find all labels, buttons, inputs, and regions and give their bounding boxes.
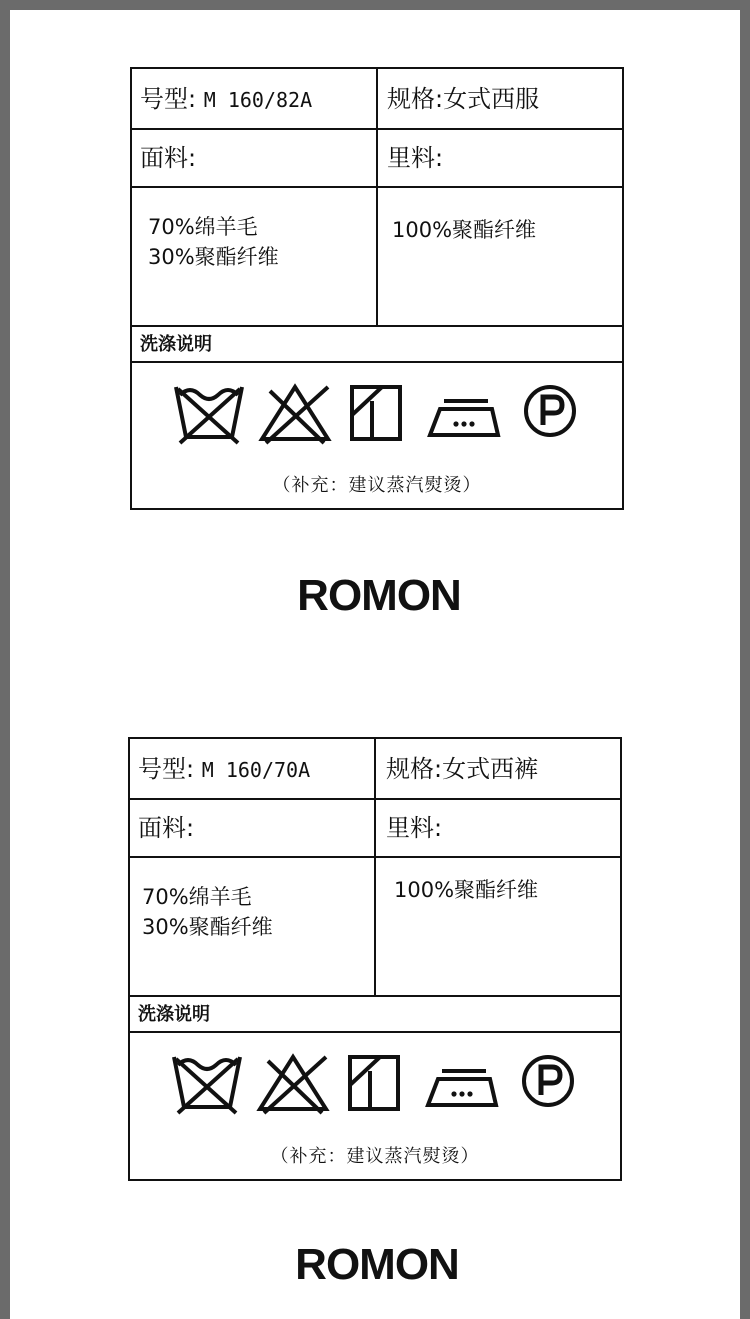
- do-not-wash-icon: [170, 1051, 244, 1117]
- do-not-wash-icon: [172, 381, 246, 447]
- fabric-label: 面料:: [138, 814, 195, 842]
- do-not-tumble-dry-icon: [346, 1051, 402, 1117]
- spec-value: 女式西服: [443, 85, 540, 113]
- wash-instructions-title: 洗涤说明: [138, 1004, 210, 1025]
- wash-instructions-title: 洗涤说明: [140, 334, 212, 355]
- lining-composition: [392, 215, 536, 245]
- document-page: [10, 10, 740, 1319]
- brand-logo: ROMON: [295, 1240, 459, 1289]
- spec-value: 女式西裤: [442, 755, 539, 783]
- lining-label: 里料:: [387, 144, 444, 172]
- iron-low-heat-icon: [424, 1051, 500, 1117]
- fabric-label: 面料:: [140, 144, 197, 172]
- column-divider: [374, 739, 376, 995]
- column-divider: [376, 69, 378, 325]
- care-symbols: [132, 381, 622, 447]
- size-value: M 160/82A: [203, 88, 313, 112]
- spec-label: 规格:: [387, 85, 444, 113]
- fabric-line: 30%聚酯纤维: [148, 245, 279, 269]
- lining-line: 100%聚酯纤维: [394, 878, 539, 902]
- do-not-tumble-dry-icon: [348, 381, 404, 447]
- fabric-line: 70%绵羊毛: [148, 215, 258, 239]
- size-field: [138, 755, 310, 784]
- wash-header-row: [130, 995, 620, 1031]
- supplement-note: （补充：建议蒸汽熨烫）: [270, 1146, 480, 1167]
- brand-logo: ROMON: [297, 571, 461, 620]
- do-not-bleach-icon: [254, 1051, 332, 1117]
- spec-label: 规格:: [386, 755, 443, 783]
- fabric-composition: [148, 212, 279, 272]
- iron-low-heat-icon: [426, 381, 502, 447]
- spec-field: [387, 85, 539, 113]
- spec-field: [386, 755, 538, 783]
- size-label: 号型:: [138, 755, 195, 783]
- fabric-composition: [142, 882, 273, 942]
- wash-header-row: [132, 325, 622, 361]
- fabric-line: 30%聚酯纤维: [142, 915, 273, 939]
- care-symbols: [130, 1051, 620, 1117]
- fabric-line: 70%绵羊毛: [142, 885, 252, 909]
- size-value: M 160/70A: [201, 758, 311, 782]
- care-label-jacket: [130, 67, 624, 510]
- care-label-trousers: [128, 737, 622, 1181]
- size-field: [140, 85, 312, 114]
- supplement-note: （补充：建议蒸汽熨烫）: [272, 475, 482, 496]
- wash-symbols-area: [132, 361, 622, 508]
- wash-symbols-area: [130, 1031, 620, 1179]
- professional-dry-clean-p-icon: [522, 381, 578, 447]
- size-label: 号型:: [140, 85, 197, 113]
- lining-label: 里料:: [386, 814, 443, 842]
- do-not-bleach-icon: [256, 381, 334, 447]
- lining-line: 100%聚酯纤维: [392, 218, 537, 242]
- professional-dry-clean-p-icon: [520, 1051, 576, 1117]
- lining-composition: [394, 875, 538, 905]
